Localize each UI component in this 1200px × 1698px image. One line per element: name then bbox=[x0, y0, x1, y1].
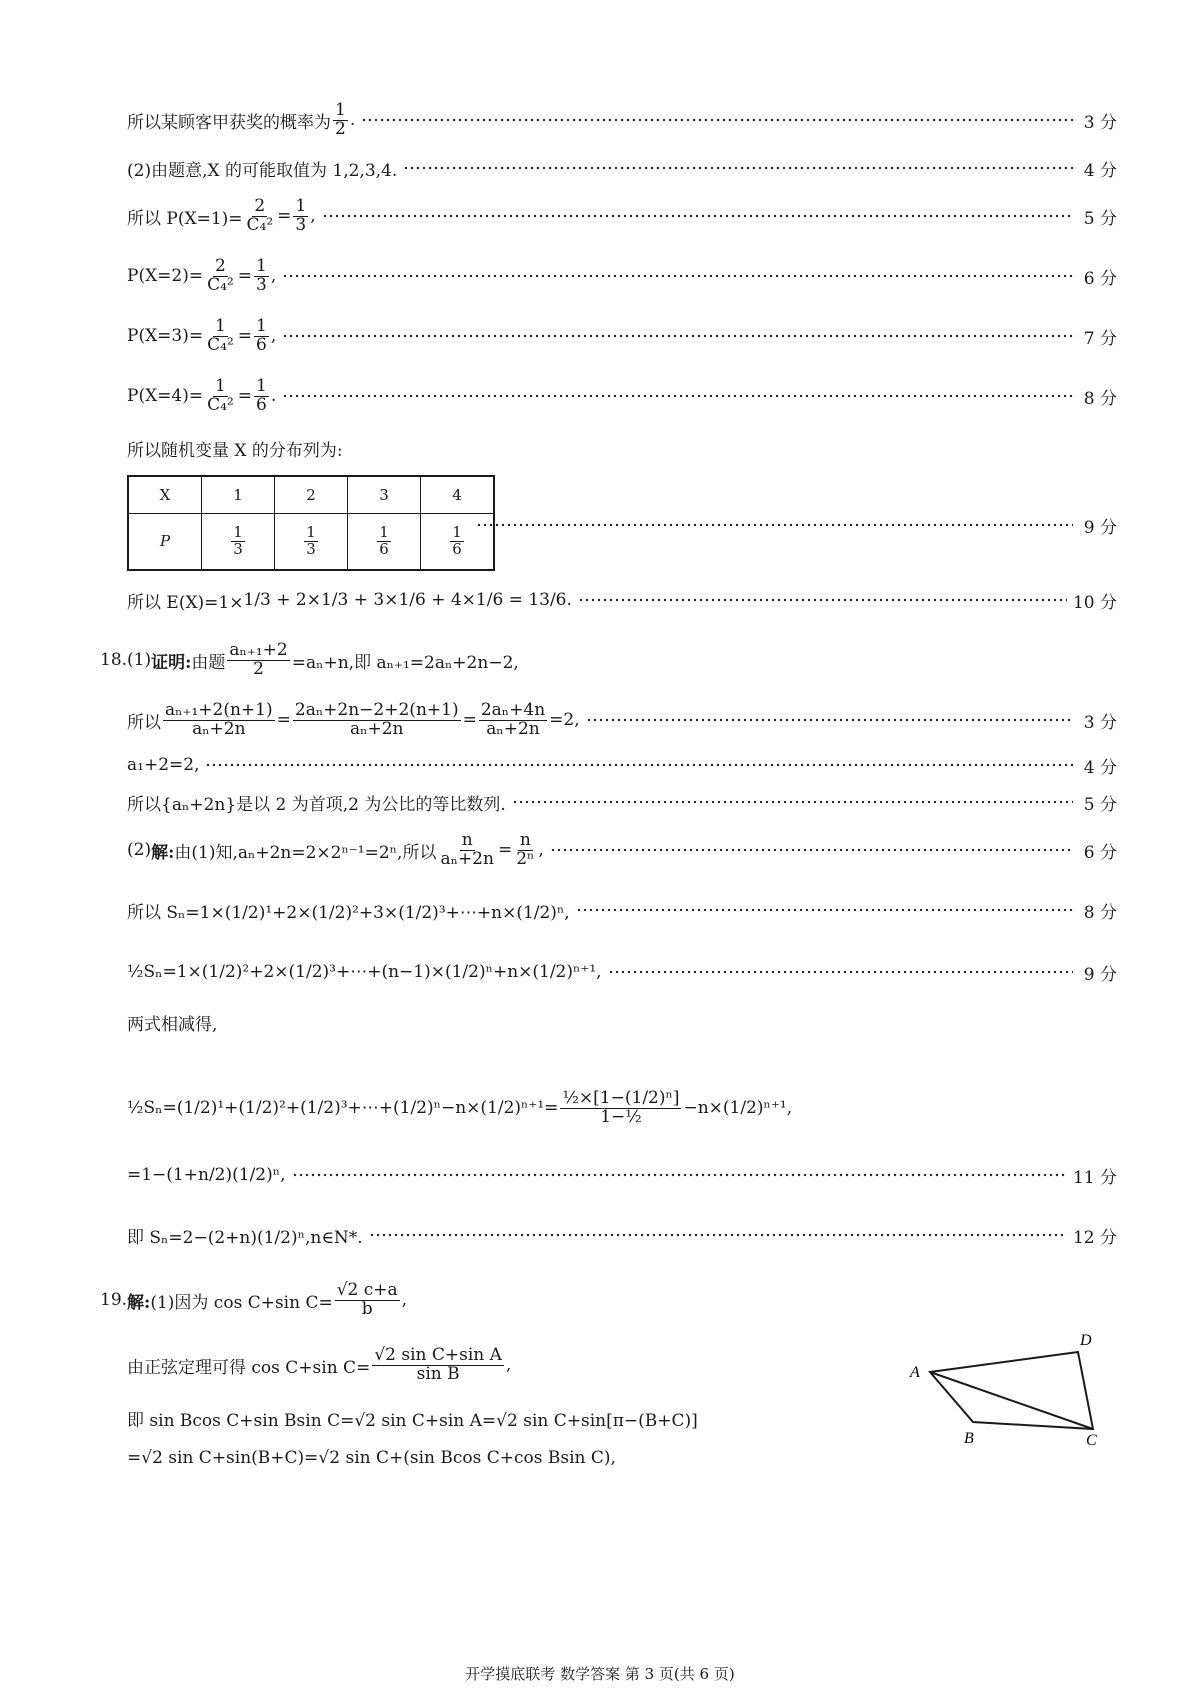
fraction: $\frac{n}{\text{aₙ+2n}}$ bbox=[440, 829, 494, 869]
score-label: 11 分 bbox=[1072, 1167, 1117, 1188]
quadrilateral-figure bbox=[880, 1325, 1110, 1455]
score-label: 8 分 bbox=[1083, 902, 1117, 923]
vertex-label-c: C bbox=[1086, 1432, 1097, 1449]
table-cell: 4 bbox=[421, 476, 495, 514]
fraction: $\frac{2}{\text{C₄²}}$ bbox=[246, 195, 274, 235]
fraction: $\frac{1}{\text{C₄²}}$ bbox=[207, 375, 234, 415]
q18-result-line: 即 Sₙ=2−(2+n)(1/2)ⁿ,n∈N*. 12 分 bbox=[127, 1215, 1117, 1255]
fraction: $\frac{\text{2aₙ+4n}}{\text{aₙ+2n}}$ bbox=[480, 699, 546, 739]
fraction: $\frac{1}{6}$ bbox=[256, 375, 267, 415]
leader-dots bbox=[578, 598, 1067, 602]
table-cell: $\frac{1}{6}$ bbox=[348, 514, 421, 570]
fraction: $\frac{\text{½×[1−(1/2)ⁿ]}}{\text{1−½}}$ bbox=[562, 1087, 680, 1127]
q18-proof-heading: 18.(1) 证明: 由题 $\frac{\text{aₙ₊₁+2}}{2}$ =aₙ+n,即 aₙ₊₁=2aₙ+2n−2, bbox=[100, 639, 519, 679]
score-label: 5 分 bbox=[1083, 794, 1117, 815]
fraction: $\frac{1}{3}$ bbox=[256, 255, 267, 295]
table-row bbox=[128, 476, 494, 514]
vertex-label-d: D bbox=[1080, 1332, 1092, 1349]
q19-expand-line: 即 sin Bcos C+sin Bsin C=√2 sin C+sin A=√2 sin C+sin[π−(B+C)] bbox=[127, 1410, 698, 1431]
leader-dots bbox=[282, 334, 1073, 338]
q18-subtract-line: 两式相减得, bbox=[127, 1014, 218, 1035]
leader-dots bbox=[361, 118, 1073, 122]
q19-heading: 19. 解: (1)因为 cos C+sin C= $\frac{√2 c+a}{b}$ , bbox=[100, 1279, 408, 1319]
score-label: 10 分 bbox=[1072, 592, 1117, 613]
leader-dots bbox=[576, 908, 1073, 912]
leader-dots bbox=[550, 848, 1073, 852]
q19-sine-law-line: 由正弦定理可得 cos C+sin C= $\frac{\text{√2 sin C+sin A}}{\text{sin B}}$ , bbox=[127, 1344, 512, 1384]
score-label: 7 分 bbox=[1083, 328, 1117, 349]
score-label: 4 分 bbox=[1083, 160, 1117, 181]
distribution-heading: 所以随机变量 X 的分布列为: bbox=[127, 440, 343, 461]
table-cell: $\frac{1}{3}$ bbox=[275, 514, 348, 570]
fraction: $\frac{1}{2}$ bbox=[335, 99, 346, 139]
answer-line-px4: P(X=4)= $\frac{1}{\text{C₄²}}$ = $\frac{1}{6}$ . 8 分 bbox=[127, 375, 1117, 415]
page-footer: 开学摸底联考 数学答案 第 3 页(共 6 页) bbox=[465, 1665, 735, 1683]
table-cell: P bbox=[128, 514, 202, 570]
leader-dots bbox=[476, 523, 1073, 527]
fraction: $\frac{\text{2aₙ+2n−2+2(n+1)}}{\text{aₙ+2n}}$ bbox=[294, 699, 459, 739]
leader-dots bbox=[282, 394, 1073, 398]
leader-dots bbox=[205, 763, 1073, 767]
fraction: $\frac{1}{\text{C₄²}}$ bbox=[207, 315, 234, 355]
score-label: 4 分 bbox=[1083, 757, 1117, 778]
table-cell: $\frac{1}{3}$ bbox=[202, 514, 275, 570]
answer-line-px2: P(X=2)= $\frac{2}{\text{C₄²}}$ = $\frac{1}{3}$ , 6 分 bbox=[127, 255, 1117, 295]
score-label: 8 分 bbox=[1083, 388, 1117, 409]
leader-dots bbox=[282, 274, 1073, 278]
table-cell: 2 bbox=[275, 476, 348, 514]
fraction: $\frac{n}{\text{2ⁿ}}$ bbox=[516, 829, 535, 869]
score-label: 9 分 bbox=[1083, 517, 1117, 538]
answer-line-prob-win: 所以某顾客甲获奖的概率为 $\frac{1}{2}$ . 3 分 bbox=[127, 99, 1117, 139]
score-label: 12 分 bbox=[1072, 1227, 1117, 1248]
score-label: 3 分 bbox=[1083, 712, 1117, 733]
fraction: $\frac{2}{\text{C₄²}}$ bbox=[207, 255, 234, 295]
answer-line-x-values: (2)由题意,X 的可能取值为 1,2,3,4. 4 分 bbox=[127, 148, 1117, 188]
table-cell: $\frac{1}{6}$ bbox=[421, 514, 495, 570]
quadrilateral-abcd bbox=[930, 1352, 1093, 1429]
leader-dots bbox=[512, 800, 1073, 804]
leader-dots bbox=[322, 214, 1073, 218]
score-label: 9 分 bbox=[1083, 964, 1117, 985]
leader-dots bbox=[608, 970, 1073, 974]
fraction: $\frac{\text{aₙ₊₁+2(n+1)}}{\text{aₙ+2n}}$ bbox=[165, 699, 273, 739]
fraction: $\frac{\text{aₙ₊₁+2}}{2}$ bbox=[229, 639, 288, 679]
q18-difference-line: ½Sₙ=(1/2)¹+(1/2)²+(1/2)³+⋯+(1/2)ⁿ−n×(1/2)ⁿ⁺¹= $\frac{\text{½×[1−(1/2)ⁿ]}}{\text{1−½}}$ −n×(1/2)ⁿ⁺¹, bbox=[127, 1087, 793, 1127]
score-label: 5 分 bbox=[1083, 208, 1117, 229]
table-cell: 3 bbox=[348, 476, 421, 514]
distribution-table-wrap bbox=[127, 475, 495, 571]
score-label: 3 分 bbox=[1083, 112, 1117, 133]
answer-line-expectation: 所以 E(X)=1× 1/3 + 2×1/3 + 3×1/6 + 4×1/6 = 13/6. 10 分 bbox=[127, 580, 1117, 620]
answer-line-px3: P(X=3)= $\frac{1}{\text{C₄²}}$ = $\frac{1}{6}$ , 7 分 bbox=[127, 315, 1117, 355]
q18-simplify-line: =1−(1+n/2)(1/2)ⁿ, 11 分 bbox=[127, 1155, 1117, 1195]
q18-ratio-line: 所以 $\frac{\text{aₙ₊₁+2(n+1)}}{\text{aₙ+2n}}$ = $\frac{\text{2aₙ+2n−2+2(n+1)}}{\text{aₙ+2n}}$ = $\frac{\text{2aₙ+4n}}{\text{aₙ+2n}}$ =2, 3 分 bbox=[127, 699, 1117, 739]
leader-dots bbox=[369, 1233, 1067, 1237]
table-cell: X bbox=[128, 476, 202, 514]
vertex-label-a: A bbox=[910, 1364, 920, 1381]
fraction: $\frac{1}{3}$ bbox=[295, 195, 307, 235]
vertex-label-b: B bbox=[964, 1430, 974, 1447]
leader-dots bbox=[403, 166, 1073, 170]
distribution-table bbox=[127, 475, 495, 571]
q18-part2-line: (2) 解: 由(1)知,aₙ+2n=2×2ⁿ⁻¹=2ⁿ,所以 $\frac{n}{\text{aₙ+2n}}$ = $\frac{n}{\text{2ⁿ}}$ , 6 分 bbox=[127, 829, 1117, 869]
leader-dots bbox=[586, 718, 1073, 722]
fraction: $\frac{1}{6}$ bbox=[256, 315, 267, 355]
table-cell: 1 bbox=[202, 476, 275, 514]
table-score-line bbox=[470, 505, 1117, 545]
table-row bbox=[128, 514, 494, 570]
q18-geometric-line: 所以{aₙ+2n}是以 2 为首项,2 为公比的等比数列. 5 分 bbox=[127, 782, 1117, 822]
leader-dots bbox=[292, 1173, 1067, 1177]
q18-a1-line: a₁+2=2, 4 分 bbox=[127, 745, 1117, 785]
q18-half-sn-line: ½Sₙ=1×(1/2)²+2×(1/2)³+⋯+(n−1)×(1/2)ⁿ+n×(1/2)ⁿ⁺¹, 9 分 bbox=[127, 952, 1117, 992]
fraction: $\frac{\text{√2 sin C+sin A}}{\text{sin B}}$ bbox=[374, 1344, 502, 1384]
q19-expand-line-2: =√2 sin C+sin(B+C)=√2 sin C+(sin Bcos C+cos Bsin C), bbox=[127, 1448, 616, 1468]
score-label: 6 分 bbox=[1083, 842, 1117, 863]
fraction: $\frac{√2 c+a}{b}$ bbox=[336, 1279, 398, 1319]
answer-line-px1: 所以 P(X=1)= $\frac{2}{\text{C₄²}}$ = $\frac{1}{3}$ , 5 分 bbox=[127, 195, 1117, 235]
q18-sn-line: 所以 Sₙ=1×(1/2)¹+2×(1/2)²+3×(1/2)³+⋯+n×(1/2)ⁿ, 8 分 bbox=[127, 890, 1117, 930]
score-label: 6 分 bbox=[1083, 268, 1117, 289]
